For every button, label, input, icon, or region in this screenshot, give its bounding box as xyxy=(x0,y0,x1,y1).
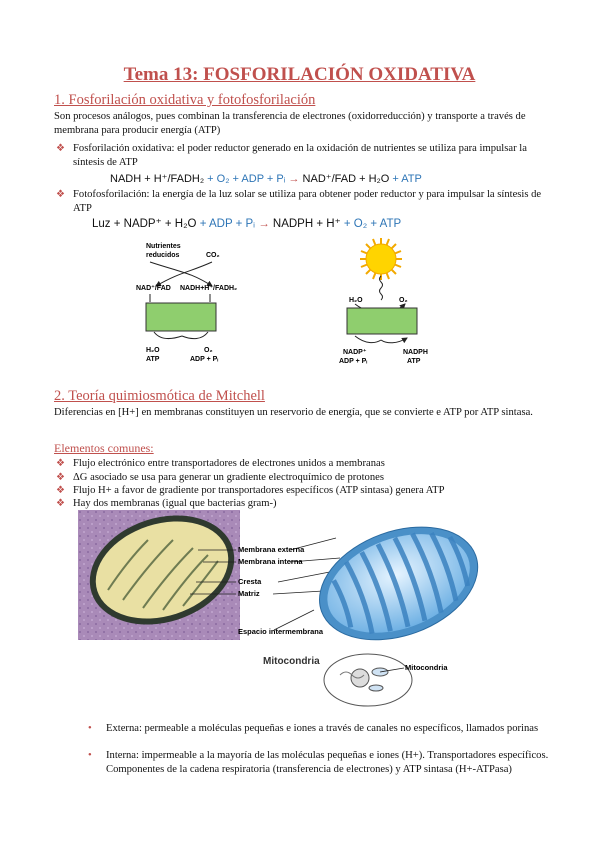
arrow-line xyxy=(154,332,182,339)
mitochondrion-3d xyxy=(304,510,484,660)
label-outer-membrane: Membrana externa xyxy=(238,545,305,554)
label-intermembrane: Espacio intermembrana xyxy=(238,627,324,636)
eq2-part4: + O₂ + ATP xyxy=(340,218,402,230)
bullet-text: Externa: permeable a moléculas pequeñas e iones a través de canales no específicos, llamados porinas xyxy=(106,723,539,734)
eq1-part1: NADH + H⁺/FADH₂ xyxy=(110,173,205,185)
label-inner-membrane: Membrana interna xyxy=(238,557,303,566)
section2-intro: Diferencias en [H+] en membranas constituyen un reservorio de energía, que se convierte e ATP por ATP sintasa. xyxy=(54,407,533,418)
mitochondria-figure xyxy=(78,510,484,715)
arrow-icon: → xyxy=(288,173,300,185)
arrow-line xyxy=(182,332,208,339)
cell-sketch-icon xyxy=(324,654,412,706)
sun-icon xyxy=(360,238,402,280)
section2-heading: 2. Teoría quimiosmótica de Mitchell xyxy=(54,388,265,404)
label-atp: ATP xyxy=(407,358,421,365)
section1-heading: 1. Fosforilación oxidativa y fotofosforilación xyxy=(54,92,316,108)
label-cell-mitochondria: Mitocondria xyxy=(405,663,448,672)
bullet-photo xyxy=(56,188,556,216)
section1-intro: Son procesos análogos, pues combinan la transferencia de electrones (oxidorreducción) y transporte a través de membrana para producir energía (ATP) xyxy=(54,111,526,136)
section2-subheading: Elementos comunes: xyxy=(54,441,154,455)
label-cristae: Cresta xyxy=(238,577,262,586)
eq2-part2: + ADP + Pᵢ xyxy=(196,218,259,230)
bullet-text: Hay dos membranas (igual que bacterias gram-) xyxy=(73,498,277,509)
eq2-part3: NADPH + H⁺ xyxy=(269,218,341,230)
diamond-bullet-icon: ❖ xyxy=(56,143,65,154)
label-nadh: NADH+H⁺/FADH₂ xyxy=(180,285,238,292)
list-item xyxy=(56,484,556,498)
label-nutrients-line2: reducidos xyxy=(146,252,180,259)
bullet-text: Flujo electrónico entre transportadores de electrones unidos a membranas xyxy=(73,458,385,469)
diamond-bullet-icon: ❖ xyxy=(56,485,65,496)
label-nadp: NADP⁺ xyxy=(343,349,367,356)
arrow-icon xyxy=(381,338,407,343)
page-title: Tema 13: FOSFORILACIÓN OXIDATIVA xyxy=(123,64,476,85)
membrane-box xyxy=(146,303,216,331)
label-adp: ADP + Pᵢ xyxy=(190,356,219,363)
diamond-bullet-icon: ❖ xyxy=(56,498,65,509)
eq2-part1: Luz + NADP⁺ + H₂O xyxy=(92,218,197,230)
equation-oxidative xyxy=(110,172,422,185)
equation-photo xyxy=(92,216,401,230)
label-atp: ATP xyxy=(146,356,160,363)
list-item xyxy=(56,471,556,485)
label-h2o: H₂O xyxy=(146,347,160,354)
figure-title: Mitocondria xyxy=(263,656,320,667)
label-nadph: NADPH xyxy=(403,349,428,356)
bullet-text: Fotofosforilación: la energía de la luz solar se utiliza para obtener poder reductor y para impulsar la síntesis de ATP xyxy=(73,189,542,214)
label-h2o: H₂O xyxy=(349,297,363,304)
eq1-part2: + O₂ + ADP + Pᵢ xyxy=(204,173,289,185)
diamond-bullet-icon: ❖ xyxy=(56,472,65,483)
bullet-dot-icon: • xyxy=(88,723,92,734)
label-o2: O₂ xyxy=(204,347,213,354)
label-nutrients-line1: Nutrientes xyxy=(146,243,181,250)
eq1-part3: NAD⁺/FAD + H₂O xyxy=(299,173,390,185)
list-item xyxy=(88,722,558,736)
arrow-icon xyxy=(156,262,212,286)
membrane-box xyxy=(347,308,417,334)
eq1-part4: + ATP xyxy=(389,173,422,185)
diamond-bullet-icon: ❖ xyxy=(56,458,65,469)
arrow-line xyxy=(355,336,381,343)
label-matrix: Matriz xyxy=(238,589,260,598)
label-nad: NAD⁺/FAD xyxy=(136,285,171,292)
list-item xyxy=(88,749,558,776)
bullet-text: Interna: impermeable a la mayoría de las moléculas pequeñas e iones (H+). Transportadores específicos. Componentes de la cadena respiratoria (transferencia de electrones) y ATP sintasa (H+-ATPasa) xyxy=(106,750,549,775)
list-item xyxy=(56,497,556,511)
photo-diagram xyxy=(325,236,455,371)
label-co2: CO₂ xyxy=(206,252,220,259)
bullet-text: Fosforilación oxidativa: el poder reductor generado en la oxidación de nutrientes se utiliza para impulsar la síntesis de ATP xyxy=(73,143,527,168)
bullet-dot-icon: • xyxy=(88,750,92,761)
diamond-bullet-icon: ❖ xyxy=(56,189,65,200)
bullet-oxidative xyxy=(56,142,556,170)
oxidative-diagram xyxy=(110,236,270,371)
list-item xyxy=(56,457,556,471)
label-o2: O₂ xyxy=(399,297,408,304)
bullet-text: Flujo H+ a favor de gradiente por transportadores específicos (ATP sintasa) genera ATP xyxy=(73,485,445,496)
label-adp: ADP + Pᵢ xyxy=(339,358,368,365)
bullet-text: ΔG asociado se usa para generar un gradiente electroquímico de protones xyxy=(73,472,384,483)
arrow-icon: → xyxy=(258,218,270,230)
